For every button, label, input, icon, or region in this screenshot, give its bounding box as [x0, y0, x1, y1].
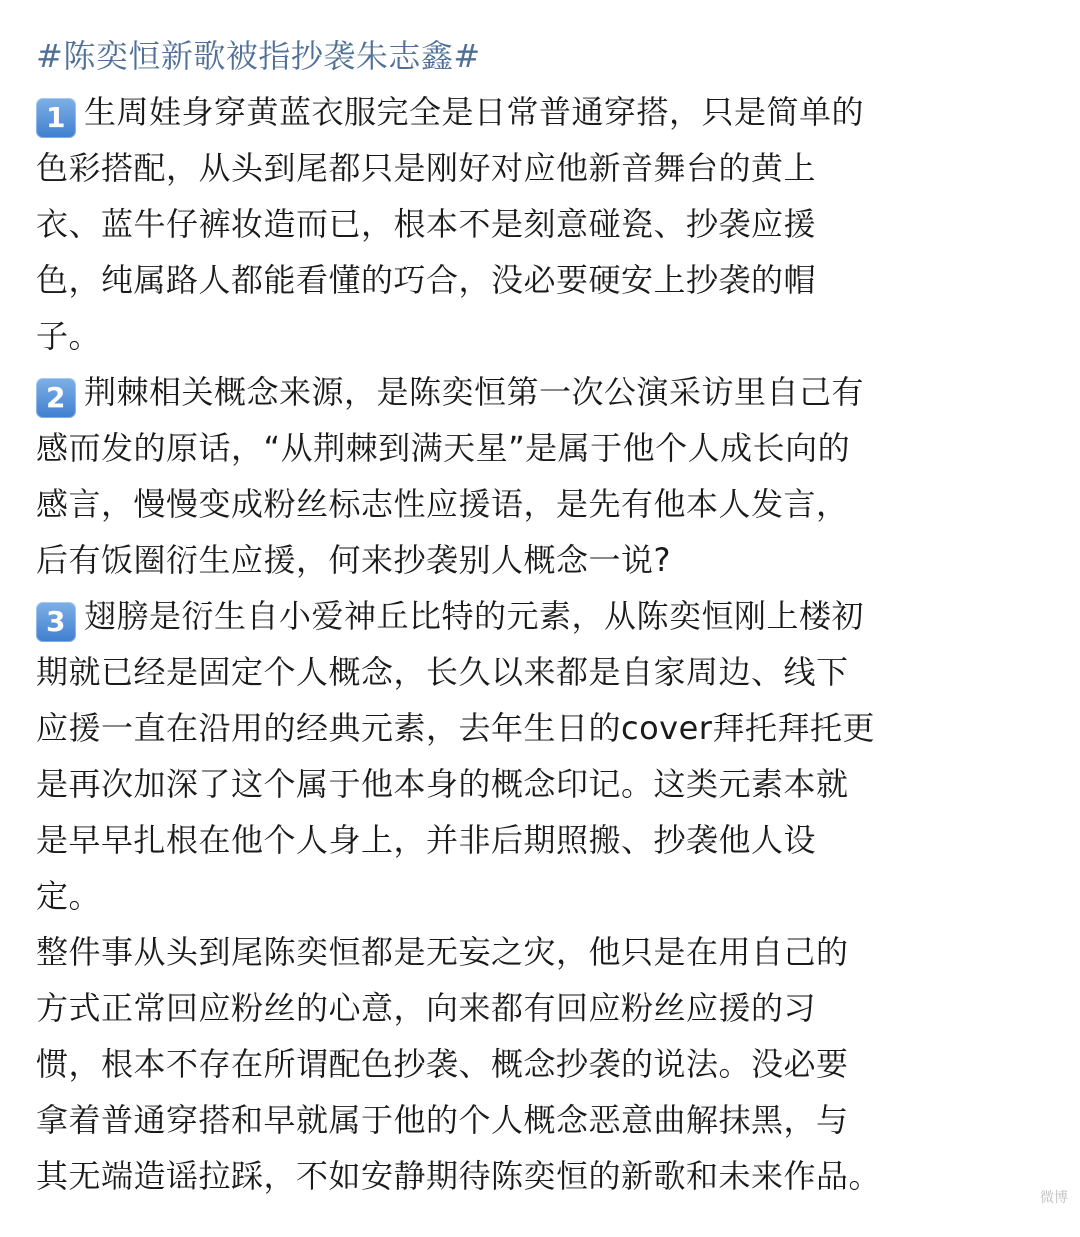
keycap-one-icon: 1 [36, 98, 76, 138]
hashtag-link[interactable]: #陈奕恒新歌被指抄袭朱志鑫# [36, 37, 481, 75]
point-3-line: 是再次加深了这个属于他本身的概念印记。这类元素本就 [36, 765, 849, 803]
point-3 [36, 588, 1046, 924]
point-1 [36, 84, 1046, 364]
point-3-line: 期就已经是固定个人概念，长久以来都是自家周边、线下 [36, 653, 849, 691]
point-2 [36, 364, 1046, 588]
point-2-line: 感而发的原话，“从荆棘到满天星”是属于他个人成长向的 [36, 429, 851, 467]
point-2-line: 2 荆棘相关概念来源，是陈奕恒第一次公演采访里自己有 [36, 364, 1046, 420]
point-3-line: 定。 [36, 877, 102, 915]
post-body [36, 28, 1046, 1204]
point-3-line: 是早早扎根在他个人身上，并非后期照搬、抄袭他人设 [36, 821, 817, 859]
point-2-line: 后有饭圈衍生应援，何来抄袭别人概念一说? [36, 541, 671, 579]
conclusion-line: 方式正常回应粉丝的心意，向来都有回应粉丝应援的习 [36, 989, 817, 1027]
point-1-line: 色，纯属路人都能看懂的巧合，没必要硬安上抄袭的帽 [36, 261, 817, 299]
keycap-two-icon: 2 [36, 378, 76, 418]
conclusion-line: 拿着普通穿搭和早就属于他的个人概念恶意曲解抹黑，与 [36, 1101, 849, 1139]
point-2-line: 感言，慢慢变成粉丝标志性应援语，是先有他本人发言， [36, 485, 849, 523]
conclusion-line: 整件事从头到尾陈奕恒都是无妄之灾，他只是在用自己的 [36, 933, 849, 971]
point-1-line: 1 生周娃身穿黄蓝衣服完全是日常普通穿搭，只是简单的 [36, 84, 1046, 140]
conclusion-paragraph [36, 924, 1046, 1204]
point-1-line: 子。 [36, 317, 102, 355]
conclusion-line: 其无端造谣拉踩，不如安静期待陈奕恒的新歌和未来作品。 [36, 1157, 882, 1195]
conclusion-line: 惯，根本不存在所谓配色抄袭、概念抄袭的说法。没必要 [36, 1045, 849, 1083]
point-1-line: 衣、蓝牛仔裤妆造而已，根本不是刻意碰瓷、抄袭应援 [36, 205, 817, 243]
point-3-line: 3 翅膀是衍生自小爱神丘比特的元素，从陈奕恒刚上楼初 [36, 588, 1046, 644]
keycap-three-icon: 3 [36, 602, 76, 642]
point-1-line: 色彩搭配，从头到尾都只是刚好对应他新音舞台的黄上 [36, 149, 817, 187]
point-3-line: 应援一直在沿用的经典元素，去年生日的cover拜托拜托更 [36, 709, 875, 747]
watermark: 微博 [1040, 1190, 1068, 1206]
